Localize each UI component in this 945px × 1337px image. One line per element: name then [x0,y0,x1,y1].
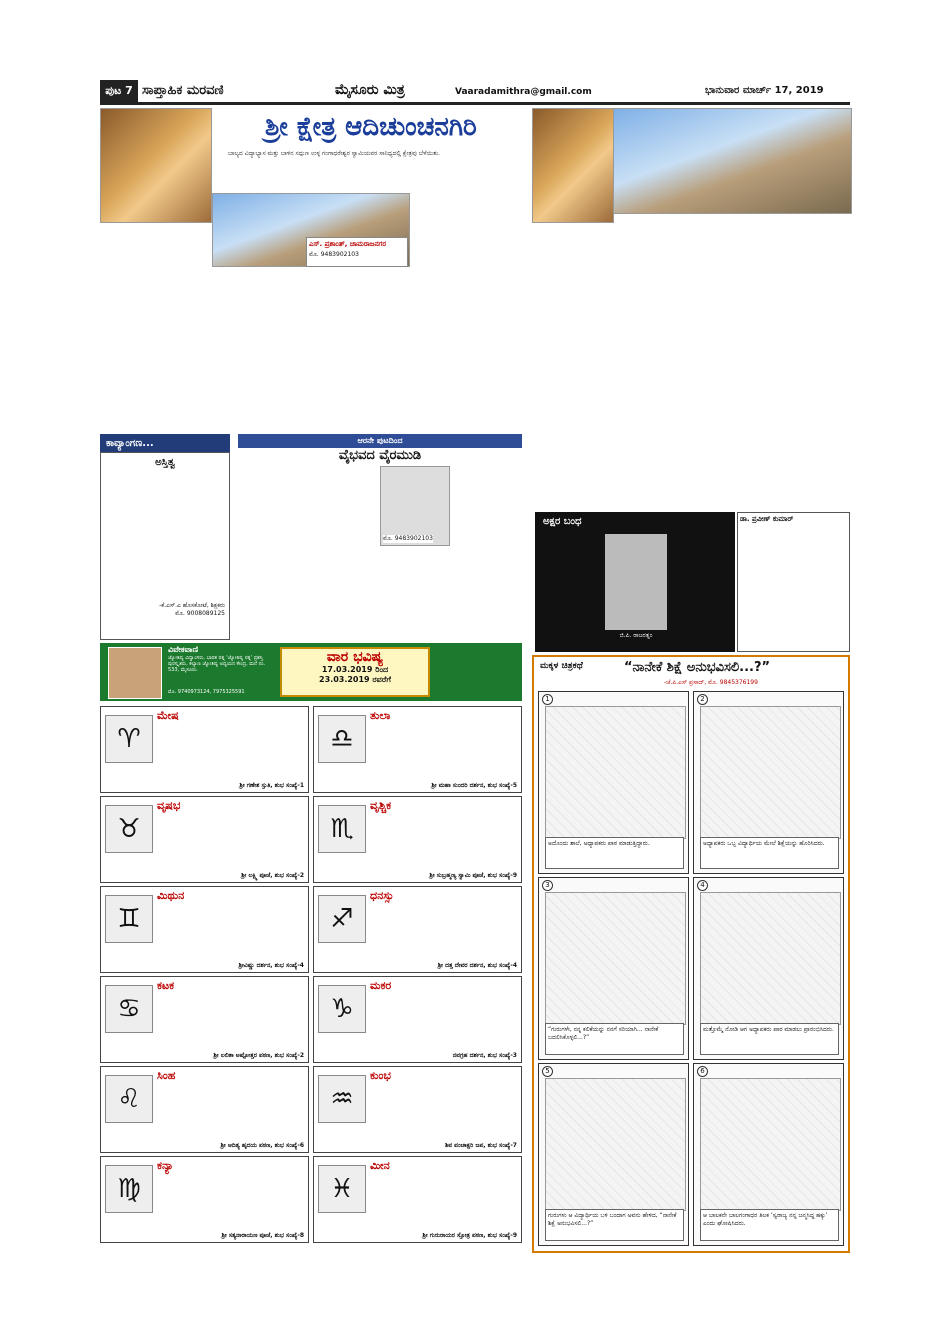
astrologer-phones: ಮೊ. 9740973124, 7975325591 [168,689,245,695]
lion-icon: ♌ [105,1075,153,1123]
swamiji-photo-right [532,108,614,223]
comic-panel [693,877,844,1060]
poem-body [105,472,225,602]
comic-panel-caption: ಅದೊಂದು ಶಾಲೆ, ಅಧ್ಯಾಪಕರು ಪಾಠ ಮಾಡುತ್ತಿದ್ದಾರು. [545,837,684,869]
rashi-name: ಮೀನ [370,1159,390,1172]
rashi-box [100,1066,309,1153]
comic-panel-art [545,706,686,839]
rashi-footer: ಶಿವ ಪಂಚಾಕ್ಷರಿ ಜಪ, ಶುಭ ಸಂಖ್ಯೆ-7 [444,1142,517,1149]
comic-panel-number: 1 [542,694,553,705]
lead-column-1 [100,222,210,427]
section-name: ಸಾಪ್ತಾಹಿಕ ಮರವಣಿ [142,83,224,98]
article-column-1 [238,466,378,636]
lead-column-5 [532,214,612,434]
rashi-text [157,813,305,869]
rashi-name: ಮಕರ [370,979,392,992]
lead-column-6 [615,214,733,434]
article-kicker: ಆರನೇ ಪುಟದಿಂದ [238,434,522,448]
comic-panel-caption: ಗುರುಗಳು ಆ ವಿದ್ಯಾರ್ಥಿಯ ಬಳಿ ಬಂದಾಗ ಅವನು ಹೇಳಿದ, “ನಾನೇಕೆ ಶಿಕ್ಷೆ ಅನುಭವಿಸಲಿ...?” [545,1209,684,1241]
rashi-name: ತುಲಾ [370,709,391,722]
rashi-footer: ಶ್ರೀ ಲಕ್ಷ್ಮಿ ಪೂಜೆ, ಶುಭ ಸಂಖ್ಯೆ-2 [241,872,304,879]
rashi-box [100,1156,309,1243]
rashi-footer: ಶ್ರೀ ಸುಬ್ರಹ್ಮಣ್ಯ ಸ್ವಾಮಿ ಪೂಜೆ, ಶುಭ ಸಂಖ್ಯೆ-9 [429,872,517,879]
lead-column-7 [738,214,850,504]
poem-title: ಅಸ್ತಿತ್ವ [155,457,175,468]
comic-panel-number: 4 [697,880,708,891]
comic-panel-caption: “ಗುರುಗಳೇ, ನನ್ನ ಕಲಿಕೆಯನ್ನು ನನಗೆ ಸರಿಯಾಗಿ... ನಾನೇಕೆ ಬದಲಿಸಿಕೊಳ್ಳಲಿ...?” [545,1023,684,1055]
rashi-text [370,813,518,869]
comic-panel-number: 3 [542,880,553,891]
comic-frame [532,655,850,1253]
rashi-name: ಮಿಥುನ [157,889,185,902]
astrologer-photo [108,647,162,699]
author-box [306,237,408,267]
rashi-box [313,706,522,793]
rashi-text [370,1083,518,1139]
rashi-name: ಮೇಷ [157,709,179,722]
comic-panel [538,691,689,874]
article-headline: ವೈಭವದ ವೈರಮುಡಿ [338,448,422,463]
rashi-box [100,796,309,883]
rashi-box [313,796,522,883]
poem-box [100,452,230,640]
astrologer-info: ಜ್ಯೋತಿಷ್ಯ ವಿದ್ವಾಂಸರು, ಭಾರತ ರತ್ನ 'ಜ್ಯೋತಿಷ್ಯ ರತ್ನ' ಪ್ರಶಸ್ತಿ ಪುರಸ್ಕೃತರು, ಕಲ್ಯಾಣ ಜ್ಯೋತಿಷ್ಯ ಅಧ್ಯಯನ ಕೇಂದ್ರ, ಮನೆ ನಂ. 533, ಮೈಸೂರು. [168,655,266,673]
quiz-puzzle [535,512,735,652]
quiz-clues [737,512,850,652]
pot-icon: ♒ [318,1075,366,1123]
kavyangana-header: ಕಾವ್ಯಾಂಗಣ... [100,434,230,452]
quiz-title: ಅಕ್ಷರ ಬಂಧ [543,516,582,527]
newspaper-brand: ಮೈಸೂರು ಮಿತ್ರ [335,82,405,98]
comic-title: “ನಾನೇಕೆ ಶಿಕ್ಷೆ ಅನುಭವಿಸಲಿ...?” [624,660,771,675]
comic-section: ಮಕ್ಕಳ ಚಿತ್ರಕಥೆ [540,661,583,671]
rashi-box [100,976,309,1063]
comic-panel [693,1063,844,1246]
scorpion-icon: ♏ [318,805,366,853]
comic-panel-caption: ಮತ್ತೊಮ್ಮೆ ನೋಡಿ ಆಗ ಅಧ್ಯಾಪಕರು ಪಾಠ ಮಾಡಲು ಪ್ರಾರಂಭಿಸಿದರು. [700,1023,839,1055]
author-name: ಎಸ್. ಪ್ರಶಾಂತ್, ಚಾಮರಾಜನಗರ [309,240,387,248]
lead-column-3 [322,268,422,428]
maiden-icon: ♍ [105,1165,153,1213]
rashi-footer: ನವಗ್ರಹ ದರ್ಶನ, ಶುಭ ಸಂಖ್ಯೆ-3 [452,1052,517,1059]
comic-panel-caption: ಆ ಬಾಲಕನೇ ಬಾಲಗಂಗಾಧರ ತಿಲಕ ‘ಸ್ವರಾಜ್ಯ ನನ್ನ ಜನ್ಮಸಿದ್ಧ ಹಕ್ಕು’ ಎಂದು ಘೋಷಿಸಿದರು. [700,1209,839,1241]
rashi-name: ವೃಷಭ [157,799,181,812]
rashi-footer: ಶ್ರೀ ಆದಿತ್ಯ ಹೃದಯ ಪಠಣ, ಶುಭ ಸಂಖ್ಯೆ-6 [220,1142,304,1149]
temple-photo [613,108,852,214]
rashi-text [370,993,518,1049]
rashi-name: ಕನ್ಯಾ [157,1159,174,1172]
comic-author: -ಜೆ.ಪಿ.ಎಸ್ ಪ್ರಸಾದ್, ಮೊ. 9845376199 [664,679,758,686]
rashi-name: ವೃಶ್ಚಿಕ [370,799,392,812]
rashi-box [100,706,309,793]
rashi-box [313,976,522,1063]
weekly-forecast-box [280,647,430,697]
issue-date: ಭಾನುವಾರ ಮಾರ್ಚ್ 17, 2019 [705,85,824,96]
crab-icon: ♋ [105,985,153,1033]
comic-panel-number: 2 [697,694,708,705]
comic-panel [693,691,844,874]
comic-panel-caption: ಅಧ್ಯಾಪಕರು ಒಬ್ಬ ವಿದ್ಯಾರ್ಥಿಯ ಮೇಲೆ ಶಿಕ್ಷೆಯನ್ನು ಹೊರಿಸಿದರು. [700,837,839,869]
comic-panels [538,691,844,1247]
rashi-text [370,723,518,779]
comic-panel-art [700,1078,841,1211]
rashi-text [157,1173,305,1229]
comic-panel [538,877,689,1060]
comic-panel-art [545,892,686,1025]
lead-intro: ಬಾಲ್ಯದ ವಿದ್ಯಾಭ್ಯಾಸ ಮತ್ತು ಬಾಳಿನ ಸದ್ಗುಣ ಉಳ್ಳ ಗಂಗಾಧರೇಶ್ವರ ಸ್ವಾಮಿಯವರ ಸಾನಿಧ್ಯದಲ್ಲಿ ಕ್ಷೇತ್ರವು ಬೆಳೆಯಿತು. [228,150,441,157]
lead-column-4 [425,192,528,427]
rashi-footer: ಶ್ರೀ ಸತ್ಯನಾರಾಯಣ ಪೂಜೆ, ಶುಭ ಸಂಖ್ಯೆ-8 [221,1232,304,1239]
article-column-3 [450,466,522,544]
rashi-text [157,1083,305,1139]
poem-author: -ಕೆ.ಎಸ್.ಎ ಹೊಸಕೋಟೆ, ಶಿಕ್ಷಕರು [159,602,225,609]
rashi-text [157,903,305,959]
poet-photo-phone: ಮೊ. 9483902103 [383,535,433,542]
weekly-from: 17.03.2019 ರಿಂದ [321,665,389,674]
comic-panel-art [700,706,841,839]
poet-photo [380,466,450,546]
crocodile-icon: ♑ [318,985,366,1033]
rashi-name: ಧನಸ್ಸು [370,889,394,902]
rashi-name: ಕುಂಭ [370,1069,391,1082]
scales-icon: ♎ [318,715,366,763]
article-column-4 [526,440,734,510]
weekly-intro [440,645,522,700]
rashi-box [313,1066,522,1153]
comic-panel-art [700,892,841,1025]
lead-headline: ಶ್ರೀ ಕ್ಷೇತ್ರ ಆದಿಚುಂಚನಗಿರಿ [265,108,490,146]
rashi-name: ಸಿಂಹ [157,1069,176,1082]
rashi-box [313,1156,522,1243]
rashi-footer: ಶ್ರೀ ಗುರುರಾಯರ ಸ್ತೋತ್ರ ಪಠಣ, ಶುಭ ಸಂಖ್ಯೆ-9 [422,1232,517,1239]
fish-icon: ♓ [318,1165,366,1213]
rashi-footer: ಶ್ರೀ ದತ್ತ ದೇವರ ದರ್ಶನ, ಶುಭ ಸಂಖ್ಯೆ-4 [437,962,517,969]
twins-icon: ♊ [105,895,153,943]
comic-panel [538,1063,689,1246]
rashi-footer: ಶ್ರೀವಿಷ್ಣು ದರ್ಶನ, ಶುಭ ಸಂಖ್ಯೆ-4 [238,962,304,969]
comic-panel-number: 5 [542,1066,553,1077]
article-column-2 [380,546,522,638]
quiz-portrait-label: ಜಿ.ಪಿ. ರಾಜರತ್ನಂ [619,632,653,639]
rashi-text [157,993,305,1049]
rashi-footer: ಶ್ರೀ ಲಲಿತಾ ಅಷ್ಟೋತ್ತರ ಪಠಣ, ಶುಭ ಸಂಖ್ಯೆ-2 [213,1052,304,1059]
weekly-title: ವಾರ ಭವಿಷ್ಯ [326,649,384,665]
archer-icon: ♐ [318,895,366,943]
rashi-footer: ಶ್ರೀ ಗಣೇಶ ಸ್ತುತಿ, ಶುಭ ಸಂಖ್ಯೆ-1 [239,782,304,789]
rashi-text [370,1173,518,1229]
rashi-grid [100,706,522,1251]
newspaper-email[interactable]: Vaaradamithra@gmail.com [455,87,592,97]
lead-column-2 [212,268,317,428]
quiz-portrait [605,534,667,630]
rashi-box [100,886,309,973]
bull-icon: ♉ [105,805,153,853]
rashi-text [157,723,305,779]
rashi-box [313,886,522,973]
poem-phone: ಮೊ. 9008089125 [175,610,225,617]
comic-panel-art [545,1078,686,1211]
swamiji-photo-left [100,108,212,223]
rashi-text [370,903,518,959]
astrologer-name: ವಿವೇಕವಾಣಿ [168,645,199,654]
ram-icon: ♈ [105,715,153,763]
comic-panel-number: 6 [697,1066,708,1077]
quiz-author: ಡಾ. ಪ್ರವೀಣ್ ಕುಮಾರ್ [740,515,794,523]
rashi-footer: ಶ್ರೀ ಮಹಾ ಸುಂದರಿ ದರ್ಶನ, ಶುಭ ಸಂಖ್ಯೆ-5 [431,782,517,789]
weekly-to: 23.03.2019 ರವರೆಗೆ [319,675,391,684]
author-phone: ಮೊ. 9483902103 [309,251,359,258]
page-number: ಪುಟ 7 [100,80,138,102]
rashi-name: ಕಟಕ [157,979,175,992]
